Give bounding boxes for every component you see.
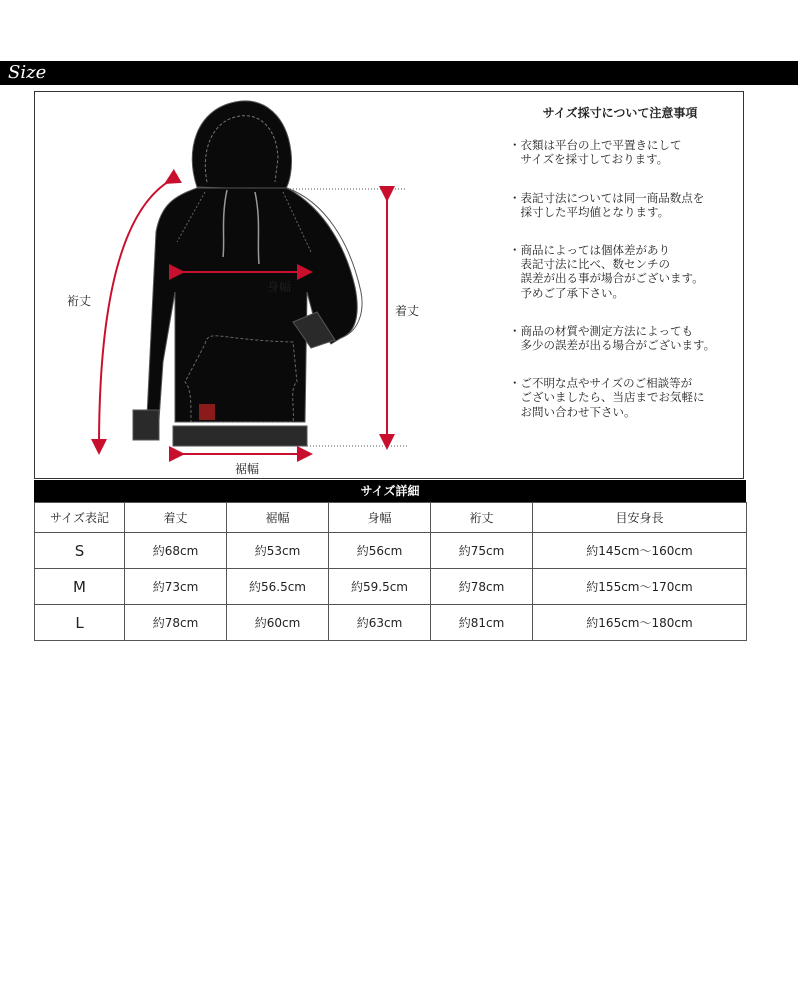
table-row	[35, 605, 747, 641]
column-header: サイズ表記	[35, 503, 125, 533]
length-label: 着丈	[395, 304, 420, 318]
size-cell: M	[35, 569, 125, 605]
note-line: 予めご了承下さい。	[509, 285, 624, 300]
size-cell: L	[35, 605, 125, 641]
hem-label: 裾幅	[235, 462, 260, 476]
note-line: 多少の誤差が出る場合がございます。	[509, 338, 716, 353]
header-bar	[0, 61, 798, 85]
chest-label: 身幅	[267, 280, 292, 294]
column-header: 裄丈	[431, 503, 533, 533]
size-table	[34, 502, 747, 641]
table-cell: 約59.5cm	[329, 569, 431, 605]
column-header: 着丈	[125, 503, 227, 533]
table-row	[35, 569, 747, 605]
sizing-notes	[509, 106, 741, 443]
table-cell: 約155cm〜170cm	[533, 569, 747, 605]
note-item	[509, 376, 741, 419]
table-cell: 約68cm	[125, 533, 227, 569]
note-line: ・商品の材質や測定方法によっても	[509, 323, 693, 338]
page-title: Size	[8, 62, 47, 83]
note-line: ・衣類は平台の上で平置きにして	[509, 138, 682, 153]
note-line: サイズを採寸しております。	[509, 152, 669, 167]
table-cell: 約165cm〜180cm	[533, 605, 747, 641]
note-item	[509, 191, 741, 219]
table-cell: 約145cm〜160cm	[533, 533, 747, 569]
column-header: 目安身長	[533, 503, 747, 533]
table-row	[35, 533, 747, 569]
table-cell: 約56cm	[329, 533, 431, 569]
table-cell: 約53cm	[227, 533, 329, 569]
logo-patch	[199, 404, 215, 420]
hoodie-shape	[133, 101, 362, 446]
size-table-title: サイズ詳細	[34, 480, 746, 502]
note-line: 採寸した平均値となります。	[509, 204, 670, 219]
note-line: お問い合わせ下さい。	[509, 404, 636, 419]
sleeve-label: 裄丈	[67, 294, 92, 308]
table-cell: 約60cm	[227, 605, 329, 641]
note-line: 表記寸法に比べ、数センチの	[509, 257, 670, 272]
table-cell: 約56.5cm	[227, 569, 329, 605]
note-line: 誤差が出る事が場合がございます。	[509, 271, 704, 286]
note-line: ございましたら、当店までお気軽に	[509, 390, 705, 405]
table-cell: 約81cm	[431, 605, 533, 641]
table-cell: 約78cm	[431, 569, 533, 605]
size-diagram-panel	[34, 91, 744, 479]
note-item	[509, 324, 741, 352]
column-header: 身幅	[329, 503, 431, 533]
column-header: 裾幅	[227, 503, 329, 533]
notes-title: サイズ採寸について注意事項	[542, 106, 698, 120]
note-item	[509, 243, 741, 300]
note-line: ・商品によっては個体差があり	[509, 243, 670, 258]
note-line: ・表記寸法については同一商品数点を	[509, 190, 705, 205]
note-item	[509, 138, 741, 166]
table-cell: 約73cm	[125, 569, 227, 605]
table-cell: 約78cm	[125, 605, 227, 641]
size-cell: S	[35, 533, 125, 569]
note-line: ・ご不明な点やサイズのご相談等が	[509, 376, 693, 391]
table-header-row	[35, 503, 747, 533]
table-cell: 約75cm	[431, 533, 533, 569]
table-cell: 約63cm	[329, 605, 431, 641]
